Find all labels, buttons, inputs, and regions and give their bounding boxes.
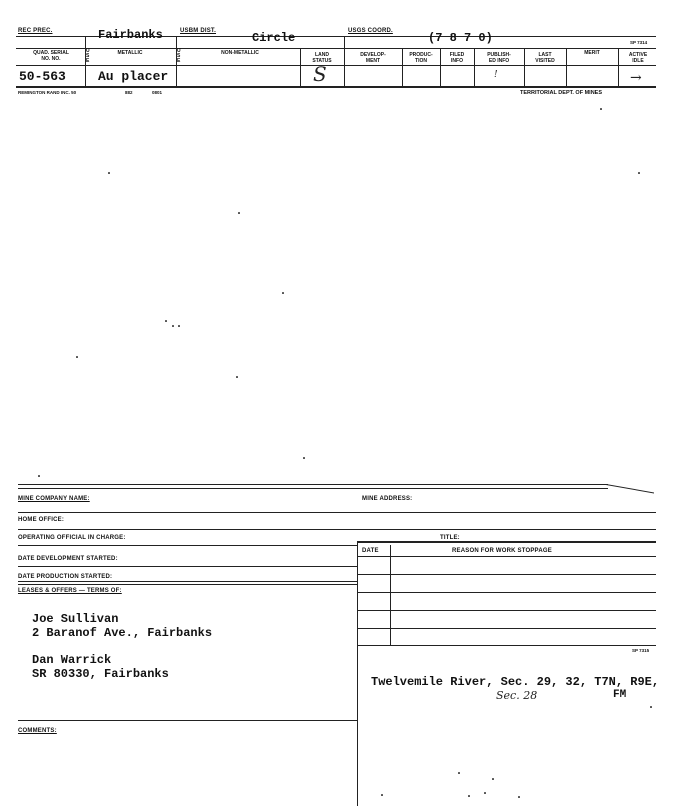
speck — [238, 212, 240, 214]
col-filed-info: FILED INFO — [449, 52, 465, 64]
home-office-label: HOME OFFICE: — [18, 517, 65, 523]
rule-leases — [18, 581, 358, 582]
rule-home — [18, 512, 656, 513]
date-prod-label: DATE PRODUCTION STARTED: — [18, 574, 113, 580]
rule-date-prod — [18, 566, 358, 567]
col-merit: MERIT — [584, 50, 600, 56]
date-dev-label: DATE DEVELOPMENT STARTED: — [18, 556, 118, 562]
location-line: Twelvemile River, Sec. 29, 32, T7N, R9E, — [371, 675, 660, 689]
operating-official-label: OPERATING OFFICIAL IN CHARGE: — [18, 535, 126, 541]
printer-code-1: 882 — [125, 90, 133, 95]
mine-company-label: MINE COMPANY NAME: — [18, 496, 90, 502]
usbm-dist-label: USBM DIST. — [180, 28, 217, 34]
speck — [600, 108, 602, 110]
bottom-top-rule-2 — [18, 488, 608, 489]
speck — [638, 172, 640, 174]
speck — [108, 172, 110, 174]
col-metallic: METALLIC — [117, 50, 143, 56]
title-label: TITLE: — [440, 535, 460, 541]
speck — [492, 778, 494, 780]
published-mark: ! — [494, 70, 498, 80]
ws-rule-6 — [357, 645, 656, 646]
rec-prec-value: Fairbanks — [98, 28, 163, 42]
rule-comments — [18, 720, 358, 721]
main-divider — [357, 541, 358, 806]
ws-rule-3 — [357, 592, 656, 593]
printer-code-2: 0801 — [152, 90, 163, 95]
territorial-dept: TERRITORIAL DEPT. OF MINES — [520, 90, 602, 96]
printer-imprint: REMINGTON RAND INC. 50 — [18, 90, 77, 95]
speck — [650, 706, 652, 708]
speck — [236, 376, 238, 378]
reason-col-header: REASON FOR WORK STOPPAGE — [452, 548, 552, 554]
bottom-top-rule — [18, 484, 608, 485]
form-number: SP 7314 — [630, 40, 648, 45]
col-land-status: LAND STATUS — [312, 52, 332, 64]
lessee-2-name: Dan Warrick — [32, 653, 112, 667]
col-quad-serial: QUAD. SERIAL NO. NO. — [33, 50, 69, 62]
col-last-visited: LAST VISITED — [535, 52, 555, 64]
speck — [303, 457, 305, 459]
speck — [484, 792, 486, 794]
commodity-value: Au placer — [98, 69, 169, 84]
header-mid-rule — [16, 48, 656, 49]
ws-rule-4 — [357, 610, 656, 611]
rec-prec-label: REC PREC. — [18, 28, 53, 34]
speck — [282, 292, 284, 294]
speck — [518, 796, 520, 798]
speck — [458, 772, 460, 774]
land-status-mark: S — [313, 62, 327, 86]
header-bottom-rule — [16, 86, 656, 88]
speck — [172, 325, 174, 327]
meridian: FM — [613, 689, 627, 701]
speck — [178, 325, 180, 327]
usbm-dist-value: Circle — [252, 31, 296, 45]
lessee-1-address: 2 Baranof Ave., Fairbanks — [32, 626, 213, 640]
speck — [468, 795, 470, 797]
usgs-coord-label: USGS COORD. — [348, 28, 393, 34]
ws-rule-2 — [357, 574, 656, 575]
col-published-info: PUBLISH- ED INFO — [487, 52, 511, 64]
speck — [165, 320, 167, 322]
usgs-coord-value: (7 8 7 0) — [428, 31, 493, 45]
location-handwritten: Sec. 28 — [496, 689, 538, 702]
form-number-2: SP 7315 — [632, 648, 650, 653]
col-use-left: U S E — [86, 48, 90, 64]
leases-label: LEASES & OFFERS — TERMS OF: — [18, 588, 122, 594]
ws-rule-1 — [357, 556, 656, 557]
col-production: PRODUC- TION — [409, 52, 433, 64]
lessee-2-address: SR 80330, Fairbanks — [32, 667, 169, 681]
rule-leases-2 — [18, 584, 358, 585]
bottom-top-curve — [606, 484, 654, 507]
col-non-metallic: NON-METALLIC — [221, 50, 259, 56]
header-row-rule — [16, 65, 656, 66]
col-use-right: U S E — [177, 48, 181, 64]
active-mark: → — [630, 70, 642, 86]
speck — [38, 475, 40, 477]
comments-label: COMMENTS: — [18, 728, 57, 734]
date-col-header: DATE — [362, 548, 379, 554]
speck — [381, 794, 383, 796]
serial-value: 50-563 — [19, 69, 66, 84]
col-development: DEVELOP- MENT — [360, 52, 386, 64]
ws-rule-5 — [357, 628, 656, 629]
speck — [76, 356, 78, 358]
rule-date-dev — [18, 545, 358, 546]
col-active-idle: ACTIVE IDLE — [628, 52, 648, 64]
mine-address-label: MINE ADDRESS: — [362, 496, 413, 502]
rule-title — [357, 541, 656, 543]
date-col-divider — [390, 545, 391, 645]
lessee-1-name: Joe Sullivan — [32, 612, 119, 626]
rule-operating — [18, 529, 656, 530]
